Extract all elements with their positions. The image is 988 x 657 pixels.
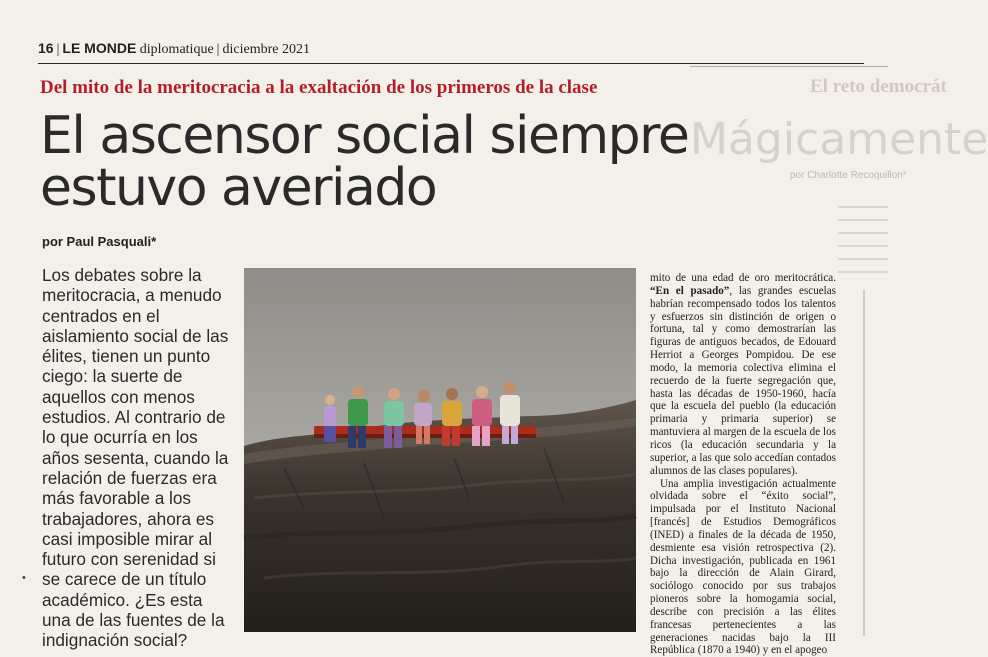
publication-name: LE MONDE — [62, 40, 136, 56]
neighbor-rule — [690, 66, 888, 67]
figurine-1 — [324, 395, 336, 442]
article-lead: Los debates sobre la meritocracia, a menudo centrados en el aislamiento social de las élites, tienen un punto ciego: la suerte de aquellos con menos estudios. Al contrario de lo que ocurría en los años sesenta, cuando la relación de fuerzas era más favorable a los trabajadores, ahora es casi imposible mirar al futuro con serenidad si se carece de un título académico. ¿Es esta una de las fuentes de la indignación social? — [42, 265, 232, 651]
page-folio: 16 | LE MONDE diplomatique | diciembre 2021 — [38, 40, 310, 58]
article-body — [650, 272, 836, 632]
issue-date: diciembre 2021 — [222, 42, 309, 57]
body-paragraph-1: mito de una edad de oro meritocrática. “En el pasado”, las grandes escuelas habrían recompensado todos los talentos y esfuerzos sin distinción de origen o fortuna, tal y como demostrarían las figuras de antiguos becados, de Edouard Herriot a Georges Pompidou. De ese modo, la memoria colectiva elimina el recuerdo de la fuerte segregación que, hasta las décadas de 1950-1960, hacía que la escuela del pueblo (la educación primaria y primaria superior) se mantuviera al margen de la escuela de los ricos (la educación secundaria y la superior, a las que solo accedían contados alumnos de las clases populares). — [650, 272, 836, 478]
article-headline: El ascensor social siempre estuvo averiado — [40, 110, 700, 214]
article-photo — [244, 268, 636, 632]
neighbor-byline: por Charlotte Recoquillon* — [790, 170, 888, 181]
page-number: 16 — [38, 40, 54, 56]
margin-dot: • — [22, 572, 26, 584]
body-paragraph-2: Una amplia investigación actualmente olvidada sobre el “éxito social”, impulsada por el Instituto Nacional [francés] de Estudios Demográficos (INED) a finales de la década de 1950, desmiente esa visión retrospectiva (2). Dicha investigación, publicada en 1961 bajo la dirección de Alain Girard, sociólogo conocido por sus trabajos pioneros sobre la homogamia social, describe con precisión a las élites francesas pertenecientes a las generaciones nacidas bajo la III República (1870 a 1940) y en el apogeo — [650, 478, 836, 657]
neighbor-text — [838, 200, 888, 278]
neighbor-headline: Mágicamente — [690, 116, 888, 164]
neighbor-kicker: El reto democrát — [810, 76, 888, 98]
publication-subtitle: diplomatique — [140, 42, 214, 57]
article-kicker: Del mito de la meritocracia a la exaltación de los primeros de la clase — [40, 77, 597, 99]
page-edge — [863, 290, 865, 636]
header-rule — [38, 63, 864, 64]
article-byline: por Paul Pasquali* — [42, 234, 156, 249]
